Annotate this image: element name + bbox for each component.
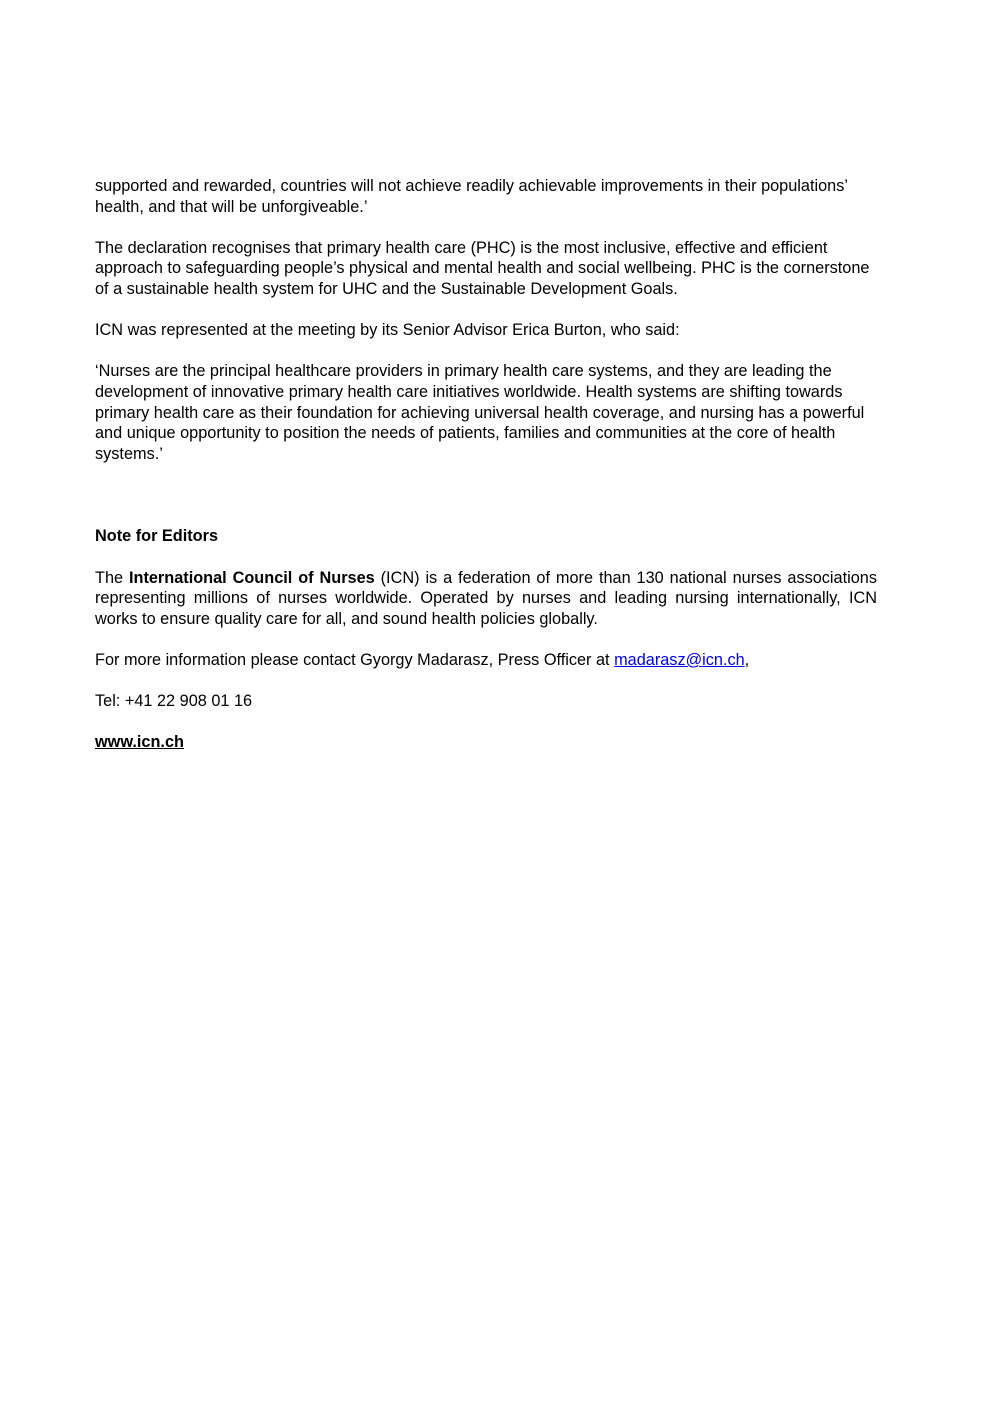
contact-paragraph xyxy=(95,650,877,671)
telephone-line: Tel: +41 22 908 01 16 xyxy=(95,692,253,711)
contact-trailing-comma: , xyxy=(744,650,750,669)
note-paragraph-rest: (ICN) is a federation of more than 130 national nurses associations representing millions of nurses worldwide. Operated by nurses and leading nursing internationally, ICN works to ensure quality care for all, and sound health policies globally. xyxy=(95,568,877,628)
note-paragraph-lead: The xyxy=(95,568,129,587)
contact-text: For more information please contact Gyorgy Madarasz, Press Officer at xyxy=(95,650,615,669)
email-link[interactable]: madarasz@icn.ch xyxy=(614,650,745,669)
body-paragraph-nurses-quote: ‘Nurses are the principal healthcare providers in primary health care systems, and they are leading the development of innovative primary health care initiatives worldwide. Health systems are shifting towards primary health care as their foundation for achieving universal health coverage, and nursing has a powerful and unique opportunity to position the needs of patients, families and communities at the core of health systems.’ xyxy=(95,362,865,463)
website-paragraph xyxy=(95,732,877,753)
icn-name-bold: International Council of Nurses xyxy=(128,568,375,587)
body-paragraph-icn-represented: ICN was represented at the meeting by its Senior Advisor Erica Burton, who said: xyxy=(95,321,680,340)
body-paragraph-declaration: The declaration recognises that primary health care (PHC) is the most inclusive, effective and efficient approach to safeguarding people’s physical and mental health and social wellbeing. PHC is the cornerstone of a sustainable health system for UHC and the Sustainable Development Goals. xyxy=(95,238,870,298)
website-link[interactable]: www.icn.ch xyxy=(95,733,184,752)
note-for-editors-heading: Note for Editors xyxy=(95,527,219,546)
body-paragraph-continuation: supported and rewarded, countries will not achieve readily achievable improvements in their populations’ health, and that will be unforgiveable.’ xyxy=(95,177,848,216)
note-for-editors-paragraph xyxy=(95,568,877,630)
document-content xyxy=(95,176,877,753)
